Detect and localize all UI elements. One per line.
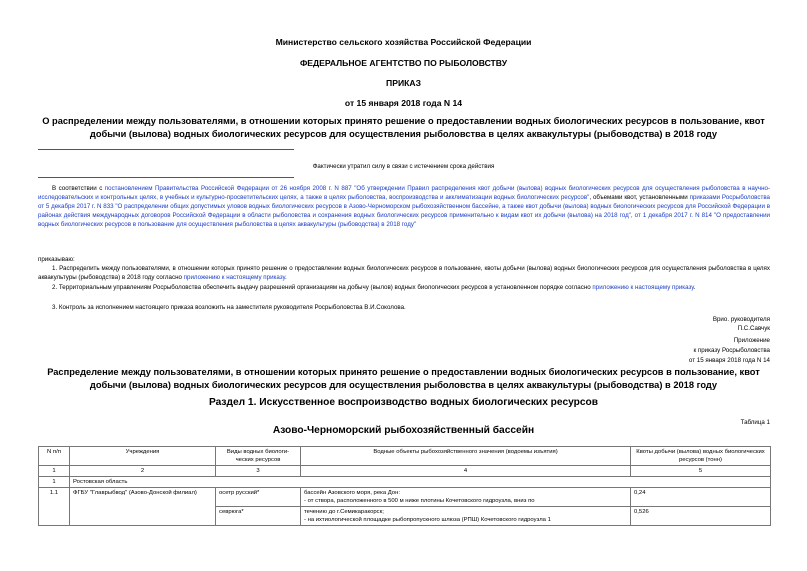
region-name: Ростовская область	[70, 477, 771, 488]
government-decree-link[interactable]: постановлением Правительства Российской Федерации от 26 ноября 2008 г. N 887 "Об утверждении Правил распределения квот добычи (вылова) водных биологических ресурсов для осуществления рыболовства в научно-исследовательских и контрольных целях, в учебных и культурно-просветительских целях, а также в целях рыболовства, воспроизводства и акклиматизации водных биологических ресурсов"	[38, 185, 771, 201]
document-title: О распределении между пользователями, в отношении которых принято решение о предоставлении водных биологических ресурсов в пользование, квот добычи (вылова) водных биологических ресурсов для осуществления рыболовства в целях аквакультуры (рыбоводства) в 2018 году	[42, 116, 765, 139]
table-number-row	[39, 466, 771, 477]
waters-line: - от створа, расположенного в 500 м ниже плотины Кочетовского гидроузла, вниз по	[304, 498, 535, 504]
basin-title: Азово-Черноморский рыбохозяйственный бассейн	[272, 425, 535, 436]
col-number: 4	[301, 466, 631, 477]
order-item-3: 3. Контроль за исполнением настоящего приказа возложить на заместителя руководителя Росрыболовства В.И.Соколова.	[52, 304, 406, 311]
preamble-text: В соответствии с	[52, 185, 105, 192]
table-row	[39, 488, 771, 507]
table-row	[39, 477, 771, 488]
species: севрюга*	[216, 507, 301, 526]
col-number: 5	[631, 466, 771, 477]
preamble	[38, 185, 770, 230]
document-date-number: от 15 января 2018 года N 14	[344, 98, 463, 108]
header-waters: Водные объекты рыбохозяйственного значения (водоемы изъятия)	[301, 447, 631, 466]
row-num: 1	[39, 477, 70, 488]
table-label: Таблица 1	[740, 419, 770, 426]
order-item-1	[38, 265, 770, 283]
waters-line: бассейн Азовского моря, река Дон:	[304, 490, 400, 496]
table-header-row	[39, 447, 771, 466]
header-species: Виды водных биологи-ческих ресурсов	[216, 447, 301, 466]
rosrybolovstvo-orders-link[interactable]: приказами Росрыболовства от 5 декабря 2017 г. N 833 "О распределении общих допустимых уловов водных биологических ресурсов в Азово-Черноморском рыбохозяйственном бассейне, а также квот добычи (вылова) водных биологических ресурсов для Российской Федерации в районах действия международных договоров Российской Федерации в области рыболовства и сохранения водных биологических ресурсов применительно к видам квот их добычи (вылова) на 2018 год", от 1 декабря 2017 г. N 814 "О предоставлении водных биологических ресурсов в пользование для осуществления рыболовства в целях аквакультуры (рыбоводства) в 2018 году"	[38, 193, 770, 228]
appendix-link[interactable]: приложению к настоящему приказу	[592, 284, 694, 291]
order-item-text: 1. Распределить между пользователями, в отношении которых принято решение о предоставлении водных биологических ресурсов в пользование, квоты добычи (вылова) водных биологических ресурсов для осуществления рыболовства в целях аквакультуры (рыбоводства) в 2018 году согласно	[38, 265, 770, 281]
col-number: 2	[70, 466, 216, 477]
appendix-order-ref: к приказу Росрыболовства	[693, 347, 770, 354]
quota-value: 0,24	[631, 488, 771, 507]
signature-role: Врио. руководителя	[712, 316, 770, 323]
orders-word: приказываю:	[38, 256, 75, 263]
appendix-title: Распределение между пользователями, в отношении которых принято решение о предоставлении водных биологических ресурсов в пользование, квот добычи (вылова) водных биологических ресурсов для осуществления рыболовства в целях аквакультуры (рыбоводства) в 2018 году	[47, 367, 760, 390]
species: осетр русский*	[216, 488, 301, 507]
order-item-2	[38, 284, 770, 293]
col-number: 3	[216, 466, 301, 477]
row-num: 1.1	[39, 488, 70, 526]
organization: ФГБУ "Главрыбвод" (Азово-Донской филиал)	[70, 488, 216, 526]
header-quota: Квоты добычи (вылова) водных биологических ресурсов (тонн)	[631, 447, 771, 466]
section-title: Раздел 1. Искусственное воспроизводство водных биологических ресурсов	[208, 397, 599, 408]
waters	[301, 488, 631, 507]
order-item-text: .	[693, 284, 696, 291]
waters-line: течению до г.Семикаракорск;	[304, 509, 384, 515]
appendix-label: Приложение	[733, 337, 770, 344]
header-org: Учреждения	[70, 447, 216, 466]
order-item-text: .	[285, 273, 287, 281]
status-note: Фактически утратил силу в связи с истечением срока действия	[312, 163, 495, 170]
signature-name: П.С.Савчук	[737, 325, 770, 332]
order-item-text: 2. Территориальным управлениям Росрыболовства обеспечить выдачу разрешений организациям на добычу (вылов) водных биологических ресурсов в установленном порядке согласно	[52, 284, 593, 291]
header-num: N п/п	[39, 447, 70, 466]
separator-line	[38, 177, 294, 178]
separator-line	[38, 149, 294, 150]
quota-value: 0,526	[631, 507, 771, 526]
agency-name: ФЕДЕРАЛЬНОЕ АГЕНТСТВО ПО РЫБОЛОВСТВУ	[299, 58, 508, 68]
waters-line: - на ихтиологической площадке рыбопропускного шлюза (РПШ) Кочетовского гидроузла 1	[304, 517, 551, 523]
ministry-name: Министерство сельского хозяйства Российской Федерации	[275, 37, 532, 47]
document-type: ПРИКАЗ	[386, 78, 421, 88]
quota-table	[38, 446, 771, 526]
col-number: 1	[39, 466, 70, 477]
waters	[301, 507, 631, 526]
appendix-date: от 15 января 2018 года N 14	[688, 357, 770, 364]
appendix-link[interactable]: приложению к настоящему приказу	[183, 273, 286, 281]
preamble-text: , объемами квот, установленными	[589, 193, 690, 201]
